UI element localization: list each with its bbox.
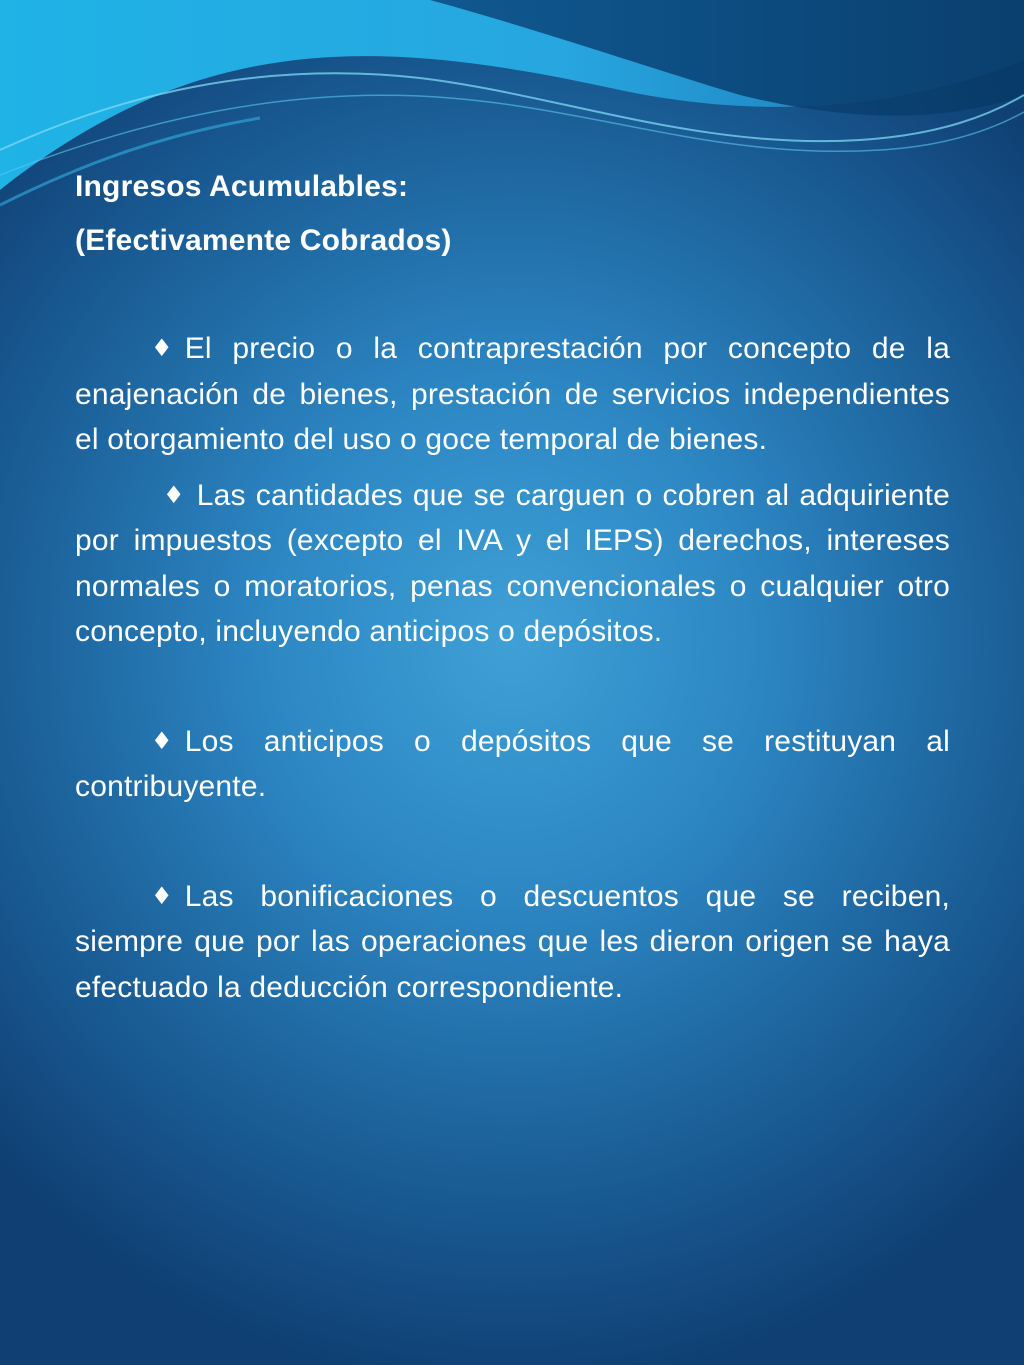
bullet-item xyxy=(75,874,950,1011)
bullet-item xyxy=(75,326,950,463)
diamond-icon: ♦ xyxy=(151,881,173,910)
slide-content xyxy=(75,160,950,1010)
heading-line-2: (Efectivamente Cobrados) xyxy=(75,224,452,257)
diamond-icon: ♦ xyxy=(163,480,185,509)
diamond-icon: ♦ xyxy=(151,726,173,755)
heading-line-1: Ingresos Acumulables: xyxy=(75,170,409,203)
bullet-item xyxy=(75,473,950,655)
bullet-text: Los anticipos o depósitos que se restituyan al contribuyente. xyxy=(75,724,950,803)
bullet-item xyxy=(75,719,950,810)
slide-heading xyxy=(75,160,950,268)
bullet-text: Las bonificaciones o descuentos que se reciben, siempre que por las operaciones que les dieron origen se haya efectuado la deducción correspondiente. xyxy=(75,879,950,1004)
bullet-text: El precio o la contraprestación por concepto de la enajenación de bienes, prestación de servicios independientes el otorgamiento del uso o goce temporal de bienes. xyxy=(75,332,950,456)
diamond-icon: ♦ xyxy=(151,334,173,362)
bullet-text: Las cantidades que se carguen o cobren al adquiriente por impuestos (excepto el IVA y el IEPS) derechos, intereses normales o moratorios, penas convencionales o cualquier otro concepto, incluyendo anticipos o depósitos. xyxy=(75,478,950,648)
